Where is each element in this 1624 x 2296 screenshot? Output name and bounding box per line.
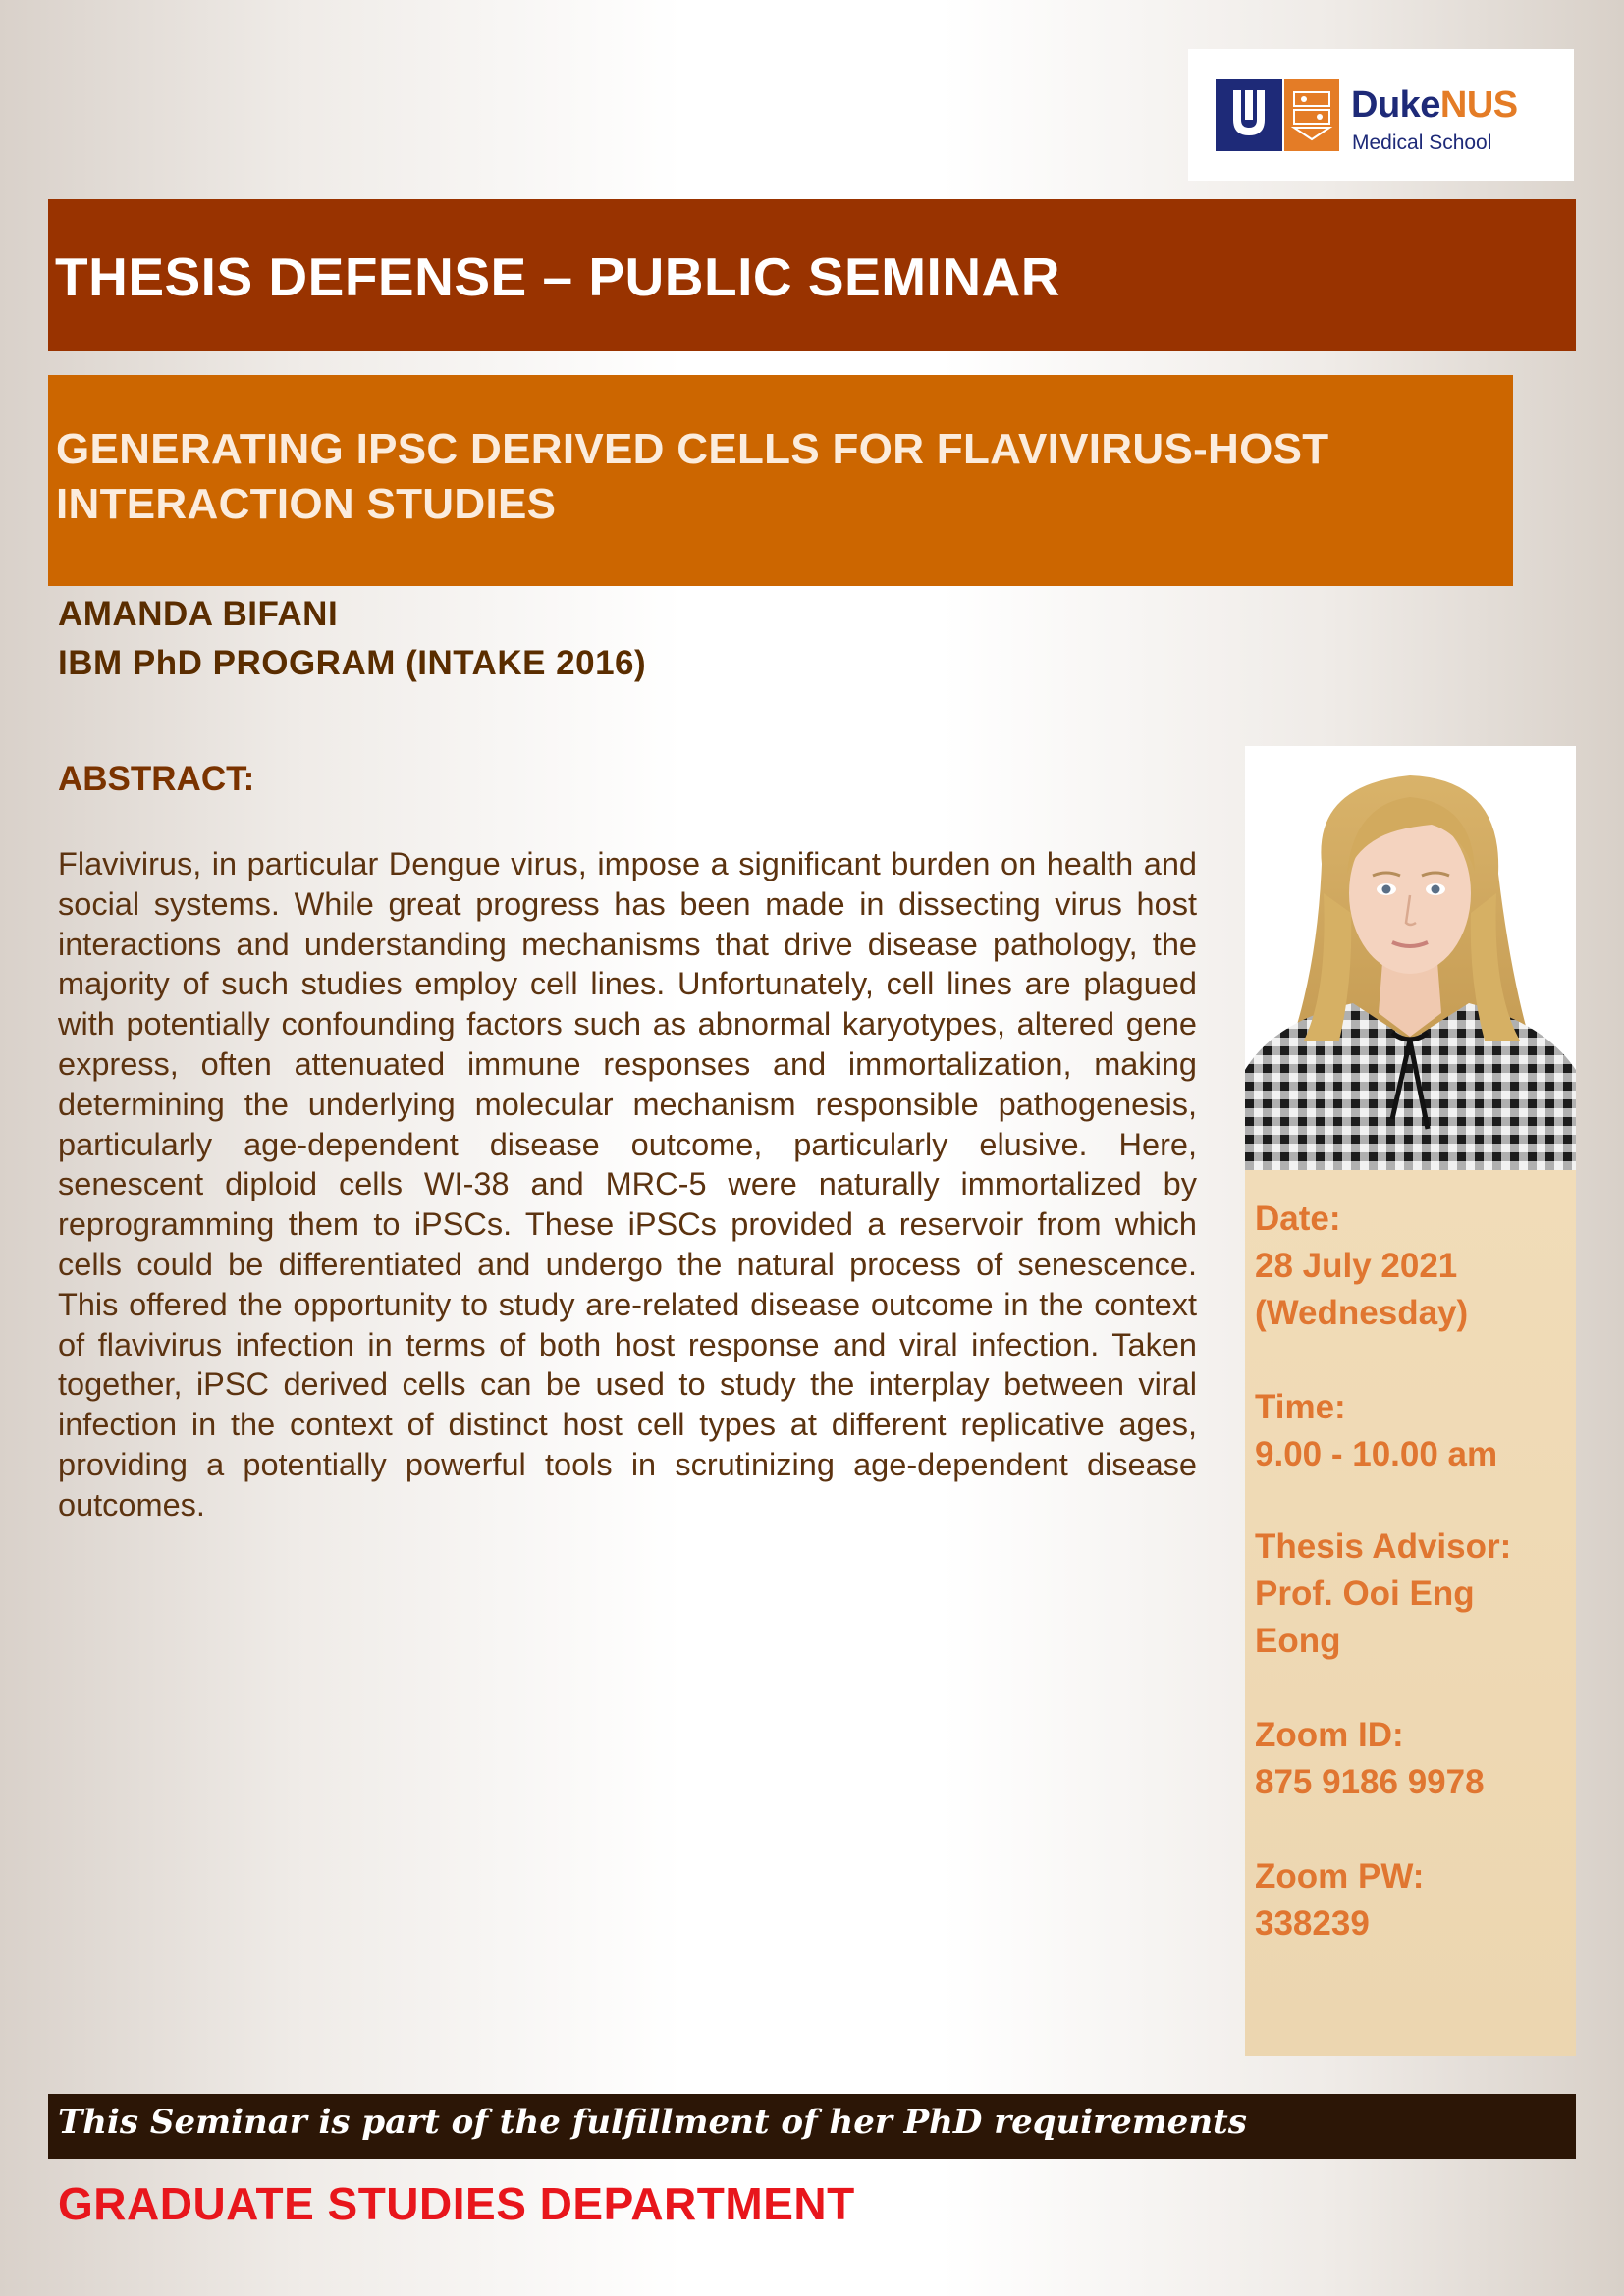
nus-crest-icon [1290, 88, 1333, 141]
time-label: Time: [1255, 1388, 1346, 1426]
page-title: THESIS DEFENSE – PUBLIC SEMINAR [55, 246, 1060, 307]
thesis-title: GENERATING IPSC DERIVED CELLS FOR FLAVIVIRUS-HOST INTERACTION STUDIES [56, 425, 1329, 528]
advisor-name-line1: Prof. Ooi Eng [1255, 1575, 1475, 1613]
zoom-password-label: Zoom PW: [1255, 1857, 1425, 1896]
logo-subtitle: Medical School [1352, 132, 1492, 154]
zoom-id-value: 875 9186 9978 [1255, 1763, 1485, 1801]
logo-wordmark [1351, 84, 1518, 127]
date-label: Date: [1255, 1200, 1341, 1238]
department-name: GRADUATE STUDIES DEPARTMENT [58, 2178, 855, 2229]
author-program: IBM PhD PROGRAM (INTAKE 2016) [58, 644, 647, 682]
logo-wordmark-nus: NUS [1439, 84, 1518, 126]
zoom-password-value: 338239 [1255, 1904, 1370, 1943]
author-name: AMANDA BIFANI [58, 595, 339, 633]
zoom-id-label: Zoom ID: [1255, 1716, 1404, 1754]
date-value: 28 July 2021 [1255, 1247, 1458, 1285]
footer-note: This Seminar is part of the fulfillment of her PhD requirements [58, 2103, 1247, 2142]
duke-shield-icon [1225, 86, 1272, 143]
advisor-name-line2: Eong [1255, 1622, 1341, 1660]
abstract-heading: ABSTRACT: [58, 760, 255, 798]
advisor-label: Thesis Advisor: [1255, 1527, 1512, 1566]
abstract-body: Flavivirus, in particular Dengue virus, impose a significant burden on health and social systems. While great progress has been made in dissecting virus host interactions and understanding mechanisms that drive disease pathology, the majority of such studies employ cell lines. Unfortunately, cell lines are plagued with potentially confounding factors such as abnormal karyotypes, altered gene express, often attenuated immune responses and immortalization, making determining the underlying molecular mechanism responsible pathogenesis, particularly age-dependent disease outcome, particularly elusive. Here, senescent diploid cells WI-38 and MRC-5 were naturally immortalized by reprogramming them to iPSCs. These iPSCs provided a reservoir from which cells could be differentiated and undergo the natural process of senescence. This offered the opportunity to study are-related disease outcome in the context of flavivirus infection in terms of both host response and viral infection. Taken together, iPSC derived cells can be used to study the interplay between viral infection in the context of distinct host cell types at different replicative ages, providing a potentially powerful tools in scrutinizing age-dependent disease outcomes. [58, 846, 1197, 1522]
logo-wordmark-duke: Duke [1351, 84, 1440, 126]
date-day: (Wednesday) [1255, 1294, 1469, 1332]
time-value: 9.00 - 10.00 am [1255, 1435, 1498, 1473]
speaker-portrait-image [1245, 746, 1576, 1170]
speaker-photo [1245, 746, 1576, 1170]
